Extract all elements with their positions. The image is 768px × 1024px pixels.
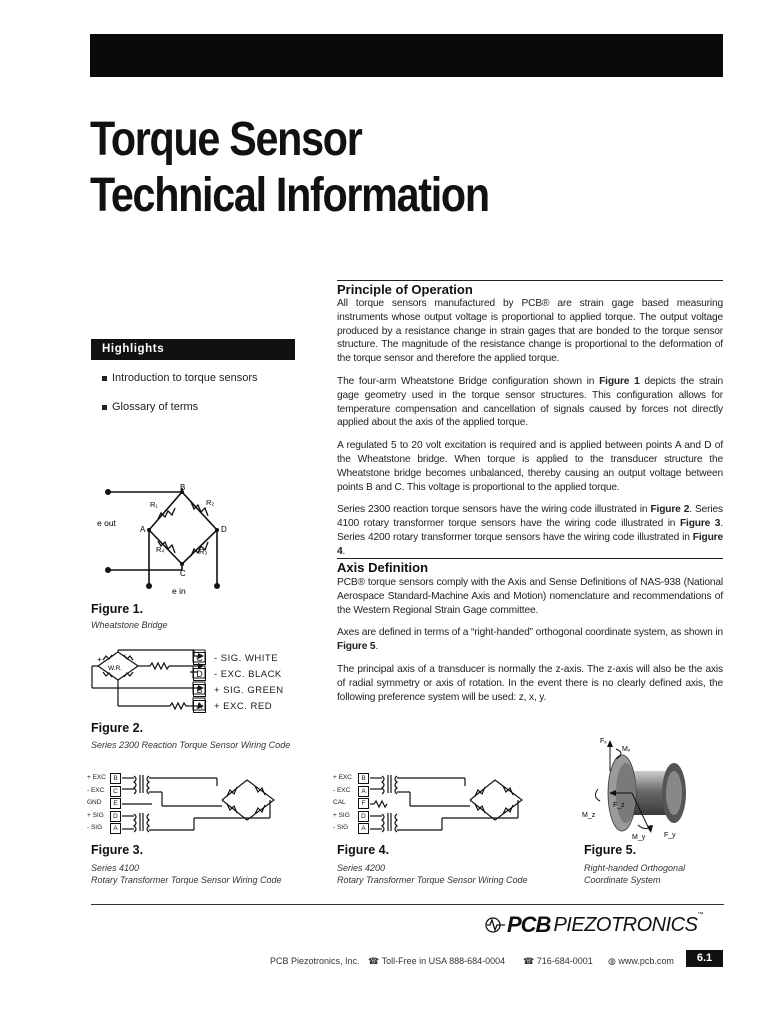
pin-letter: B [193, 684, 206, 697]
caption-line: Coordinate System [584, 875, 661, 885]
pin-letter: B [358, 773, 369, 784]
footer-web[interactable]: ◍ www.pcb.com [608, 956, 674, 966]
header-bar [90, 34, 723, 77]
axis-paragraph-3: The principal axis of a transducer is normally the z-axis. The z-axis will also be the axis of radial symmetry or axis of rotation. In the event there is no clearly defined axis, the following preference system will be used: z, x, y. [337, 663, 723, 703]
principle-heading: Principle of Operation [337, 282, 473, 297]
my-label: M_y [632, 834, 646, 841]
axis-paragraph-1: PCB® torque sensors comply with the Axis and Sense Definitions of NAS-938 (National Aerospace Standard-Machine Axis and Motion) nomenclature and recommendations of the Western Regional Strain Gage committee. [337, 577, 723, 616]
caption-line: Rotary Transformer Torque Sensor Wiring Code [91, 875, 282, 885]
fx-label: Fₓ [600, 738, 607, 745]
node-d-label: D [221, 525, 227, 534]
pin-label: + EXC [87, 774, 106, 781]
pin-label: - SIG [333, 824, 349, 831]
mz-label: M_z [582, 812, 596, 819]
pin-label: + EXC. RED [214, 700, 273, 712]
figure-3-caption [91, 862, 282, 886]
page-title-line2: Technical Information [90, 169, 489, 222]
footer-tollfree: ☎ Toll-Free in USA 888-684-0004 [368, 956, 506, 966]
node-a-label: A [140, 525, 146, 534]
plus-label: + [97, 655, 102, 664]
pin-label: GND [87, 799, 102, 806]
page-title-line1: Torque Sensor [90, 113, 362, 166]
pin-letter: A [110, 823, 121, 834]
eout-label: e out [97, 518, 116, 528]
series-4100-wiring-diagram [122, 770, 282, 840]
pcb-logo [485, 912, 703, 938]
pin-label: + SIG. GREEN [214, 684, 284, 696]
principle-paragraph-4: Series 2300 reaction torque sensors have the wiring code illustrated in Figure 2. Series 4100 rotary transformer torque sensors have the wiring code illustrated in Figure 3. Series 4200 rotary transformer torque sensors have the wiring code illustrated in Figure 4. [337, 504, 723, 557]
phone-icon: ☎ [368, 956, 382, 966]
figure-5-title: Figure 5. [584, 843, 637, 857]
pin-letter: D [358, 811, 369, 822]
fy-label: F_y [664, 832, 676, 839]
pin-letter: D [193, 668, 206, 681]
pin-letter: E [110, 798, 121, 809]
series-4200-wiring-diagram [370, 770, 530, 840]
pin-label: - EXC [87, 786, 105, 794]
pin-letter: D [110, 811, 121, 822]
ein-label: e in [172, 586, 186, 596]
fig2-pin-row [193, 650, 313, 666]
mx-label: Mₓ [622, 746, 631, 753]
highlight-item: Introduction to torque sensors [102, 372, 258, 384]
page-number-badge: 6.1 [686, 950, 723, 967]
r3-label: R₃ [199, 547, 208, 556]
figure-4-title: Figure 4. [337, 843, 390, 857]
r2-label: R₂ [206, 498, 215, 507]
fig3-pin-boxes [110, 773, 122, 834]
axis-heading: Axis Definition [337, 560, 429, 575]
caption-line: Series 4200 [337, 863, 386, 873]
highlight-item: Glossary of terms [102, 401, 198, 413]
section-rule [337, 280, 723, 281]
pin-label: - EXC [333, 786, 351, 794]
fig4-pin-boxes [358, 773, 370, 834]
pcb-wave-icon [485, 917, 507, 933]
figure-3-title: Figure 3. [91, 843, 144, 857]
principle-paragraph-3: A regulated 5 to 20 volt excitation is required and is applied between points A and D of the Wheatstone bridge. When torque is applied to the transducer structure the Wheatstone bridge becomes unbalanced, thereby causing an output voltage between points B and C. This voltage is proportional to the applied torque. [337, 440, 723, 493]
fig2-pin-row [193, 666, 313, 682]
pin-label: - SIG [87, 824, 103, 831]
pin-label: - EXC. BLACK [214, 668, 282, 680]
fig2-pin-row [193, 682, 313, 698]
pin-letter: C [110, 786, 121, 797]
page-title [90, 112, 572, 224]
pin-letter: A [193, 700, 206, 713]
caption-line: Rotary Transformer Torque Sensor Wiring Code [337, 875, 528, 885]
bullet-icon [102, 405, 107, 410]
globe-icon: ◍ [608, 956, 619, 966]
pin-label: + SIG [333, 811, 350, 819]
principle-paragraph-2: The four-arm Wheatstone Bridge configuration shown in Figure 1 depicts the strain gage geometry used in the torque sensor structures. This configuration allows for temperature compensation and cancellation of signals caused by forces not directly applied about the axis of the applied torque. [337, 375, 723, 429]
highlights-label: Highlights [102, 343, 165, 355]
axis-paragraph-2: Axes are defined in terms of a “right-handed” orthogonal coordinate system, as shown in Figure 5. [337, 627, 723, 653]
pin-label: + SIG [87, 811, 104, 819]
pin-letter: C [193, 652, 206, 665]
wheatstone-bridge-diagram [92, 478, 292, 598]
pin-letter: F [358, 798, 369, 809]
bullet-icon [102, 376, 107, 381]
pin-letter: A [358, 786, 369, 797]
logo-sub-text: PIEZOTRONICS [553, 913, 698, 936]
figure-2-caption: Series 2300 Reaction Torque Sensor Wiring Code [91, 740, 291, 750]
pin-label: + EXC [333, 774, 352, 781]
footer-company: PCB Piezotronics, Inc. [270, 956, 360, 966]
caption-line: Series 4100 [91, 863, 140, 873]
principle-paragraph-1: All torque sensors manufactured by PCB® are strain gage based measuring instruments whose output voltage is proportional to applied torque. The output voltage produced by a resistance change in strain gages that are bonded to the torque sensor structure. The magnitude of the resistance change is proportional to the deformation of the torque sensor and therefore the applied torque. [337, 298, 723, 365]
logo-main-text: PCB [507, 912, 551, 937]
footer-rule [91, 904, 724, 905]
logo-tm: ™ [697, 912, 704, 918]
r1-label: R₁ [150, 500, 158, 509]
pin-letter: A [358, 823, 369, 834]
figure-5-caption [584, 862, 685, 886]
axis-body [337, 576, 723, 704]
fig2-pin-list [193, 650, 313, 714]
fz-label: F_z [613, 802, 625, 809]
r4-label: R₄ [156, 545, 165, 554]
fig2-pin-row [193, 698, 313, 714]
principle-body [337, 297, 723, 559]
caption-line: Right-handed Orthogonal [584, 863, 686, 873]
pin-label: - SIG. WHITE [214, 652, 279, 664]
orthogonal-coordinate-diagram [580, 735, 710, 843]
node-b-label: B [180, 483, 186, 492]
phone-icon: ☎ [523, 956, 537, 966]
figure-1-title: Figure 1. [91, 602, 144, 616]
figure-4-caption [337, 862, 528, 886]
pin-label: CAL [333, 799, 346, 806]
figure-2-title: Figure 2. [91, 721, 144, 735]
figure-1-caption: Wheatstone Bridge [91, 620, 168, 630]
node-c-label: C [180, 569, 186, 578]
wr-label: W.R. [108, 665, 123, 672]
pin-letter: B [110, 773, 121, 784]
footer-phone: ☎ 716-684-0001 [523, 956, 593, 966]
section-rule [337, 558, 723, 559]
